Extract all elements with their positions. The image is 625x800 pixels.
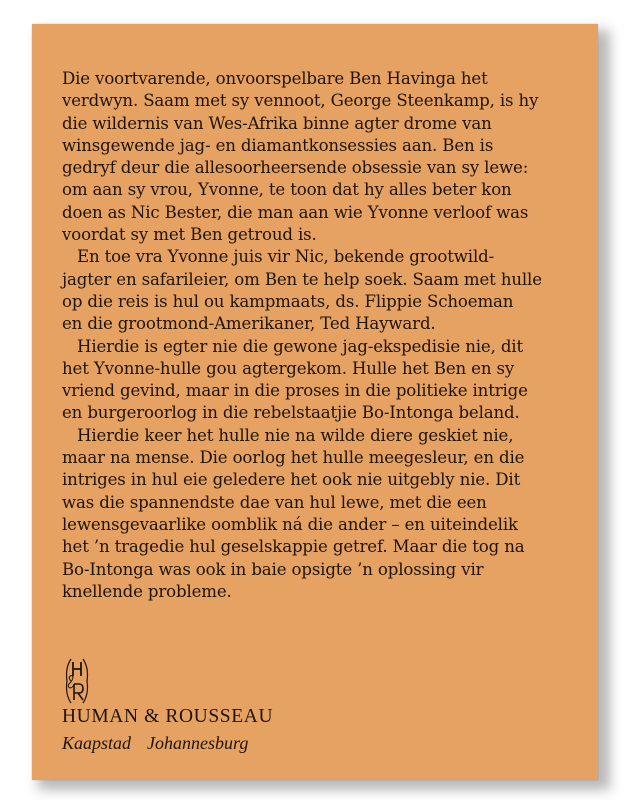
blurb-line: Hierdie keer het hulle nie na wilde diere geskiet nie,: [77, 425, 514, 445]
publisher-cities: [62, 733, 248, 754]
blurb-line: knellende probleme.: [62, 581, 232, 601]
blurb-line: en die grootmond-Amerikaner, Ted Hayward.: [62, 314, 436, 334]
blurb-line: gedryf deur die allesoorheersende obsessie van sy lewe:: [62, 158, 529, 178]
blurb-line: die wildernis van Wes-Afrika binne agter drome van: [62, 113, 492, 133]
blurb-line: het Yvonne-hulle gou agtergekom. Hulle het Ben en sy: [62, 358, 515, 378]
hr-monogram-icon: [62, 654, 92, 708]
blurb-line: vriend gevind, maar in die proses in die politieke intrige: [62, 381, 528, 401]
blurb-line: jagter en safarileier, om Ben te help soek. Saam met hulle: [62, 269, 542, 289]
blurb-line: het ’n tragedie hul geselskappie getref. Maar die tog na: [62, 537, 525, 557]
blurb-line: op die reis is hul ou kampmaats, ds. Flippie Schoeman: [62, 291, 514, 311]
city-johannesburg: Johannesburg: [147, 733, 249, 753]
publisher-name: HUMAN & ROUSSEAU: [62, 706, 274, 727]
book-back-cover: [32, 24, 598, 780]
blurb-line: maar na mense. Die oorlog het hulle meegesleur, en die: [62, 448, 525, 468]
blurb-line: en burgeroorlog in die rebelstaatjie Bo-Intonga beland.: [62, 403, 520, 423]
blurb-line: Die voortvarende, onvoorspelbare Ben Havinga het: [62, 69, 488, 88]
blurb-text: [62, 68, 582, 603]
city-kaapstad: Kaapstad: [62, 733, 132, 753]
blurb-line: verdwyn. Saam met sy vennoot, George Steenkamp, is hy: [62, 91, 539, 111]
blurb-line: was die spannendste dae van hul lewe, met die een: [62, 492, 487, 512]
blurb-line: lewensgevaarlike oomblik ná die ander – en uiteindelik: [62, 514, 518, 534]
blurb-line: Hierdie is egter nie die gewone jag-ekspedisie nie, dit: [77, 336, 523, 356]
blurb-line: intriges in hul eie geledere het ook nie uitgebly nie. Dit: [62, 470, 521, 490]
blurb-line: En toe vra Yvonne juis vir Nic, bekende grootwild-: [77, 247, 495, 267]
blurb-line: winsgewende jag- en diamantkonsessies aan. Ben is: [62, 135, 494, 155]
blurb-line: om aan sy vrou, Yvonne, te toon dat hy alles beter kon: [62, 180, 512, 200]
blurb-line: Bo-Intonga was ook in baie opsigte ’n oplossing vir: [62, 559, 484, 579]
blurb-line: doen as Nic Bester, die man aan wie Yvonne verloof was: [62, 202, 529, 222]
blurb-line: voordat sy met Ben getroud is.: [62, 225, 317, 245]
